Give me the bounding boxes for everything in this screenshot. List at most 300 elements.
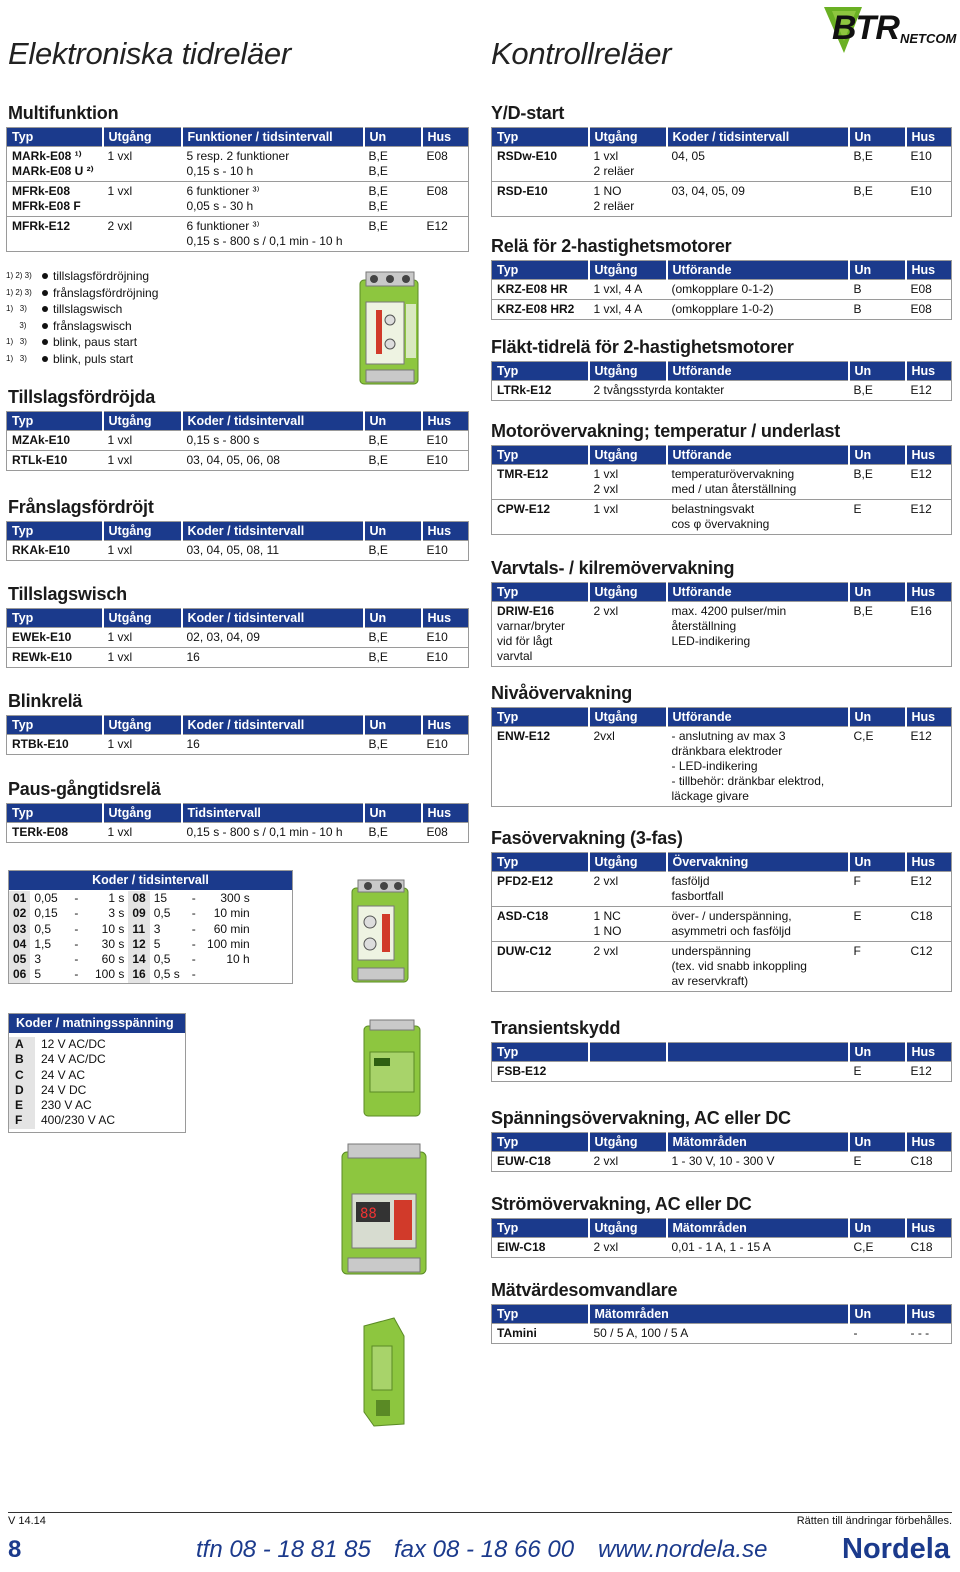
type-cell: RSD-E10 — [492, 182, 589, 217]
column-header: Hus — [906, 1043, 952, 1062]
housing-cell: E12 — [906, 1062, 952, 1082]
output-cell: 1 vxl — [589, 500, 667, 535]
bullet-icon — [42, 273, 48, 279]
column-header: Utgång — [589, 1133, 667, 1152]
table-row — [492, 280, 952, 300]
range-from: 0,5 — [153, 952, 171, 967]
type-cell: MFRk-E12 — [7, 217, 103, 252]
type-cell: TAmini — [492, 1324, 589, 1344]
supply-cell: B,E — [364, 451, 422, 471]
range-dash: - — [191, 891, 196, 905]
table-header-row — [492, 1305, 952, 1324]
output-cell: 1 vxl — [103, 147, 182, 182]
function-cell — [667, 1062, 849, 1082]
type-cell: MZAk-E10 — [7, 431, 103, 451]
table-row — [492, 942, 952, 992]
column-header: Typ — [492, 261, 589, 280]
table-row — [7, 735, 469, 755]
column-header: Un — [849, 261, 906, 280]
column-header: Typ — [7, 716, 103, 735]
time-code-row — [9, 967, 254, 982]
column-header: Typ — [7, 609, 103, 628]
time-codes-header: Koder / tidsintervall — [9, 871, 292, 890]
table-row — [7, 147, 469, 182]
supply-code-value: 12 V AC/DC — [41, 1037, 106, 1051]
range-to: 100 s — [95, 967, 125, 982]
column-header: Utförande — [667, 261, 849, 280]
output-cell: 1 vxl — [103, 823, 182, 843]
supply-code-row — [9, 1068, 121, 1083]
function-cell: 6 funktioner ³⁾ 0,15 s - 800 s / 0,1 min - 10 h — [182, 217, 364, 252]
table-row — [492, 1238, 952, 1258]
fax-number: fax 08 - 18 66 00 — [394, 1536, 575, 1563]
column-header: Un — [849, 583, 906, 602]
table-row — [492, 907, 952, 942]
function-note-item — [6, 301, 158, 318]
supply-cell: B,E — [849, 465, 906, 500]
housing-cell: E12 — [906, 465, 952, 500]
range-dash: - — [74, 967, 79, 982]
supply-code-letter: E — [9, 1098, 35, 1113]
table-header-row — [492, 1133, 952, 1152]
website-link[interactable]: www.nordela.se — [598, 1536, 768, 1563]
type-cell: REWk-E10 — [7, 648, 103, 668]
column-header: Hus — [906, 1133, 952, 1152]
note-text: frånslagswisch — [53, 318, 132, 333]
function-cell: 16 — [182, 735, 364, 755]
supply-cell: B,E — [364, 648, 422, 668]
function-cell: 03, 04, 05, 09 — [667, 182, 849, 217]
column-header: Hus — [422, 804, 469, 823]
type-cell: RTBk-E10 — [7, 735, 103, 755]
section-title-motor: Motorövervakning; temperatur / underlast — [491, 421, 841, 441]
section-title-paus: Paus-gångtidsrelä — [8, 779, 161, 799]
supply-cell: B,E — [364, 217, 422, 252]
housing-cell: C12 — [906, 942, 952, 992]
column-header: Un — [849, 128, 906, 147]
motor-table — [491, 445, 952, 535]
table-row — [492, 465, 952, 500]
range-from: 0,5 — [153, 906, 171, 921]
range-cell: 50 / 5 A, 100 / 5 A — [589, 1324, 849, 1344]
supply-cell: B,E — [849, 147, 906, 182]
relay-product-image-5 — [354, 1316, 414, 1431]
housing-cell: E12 — [906, 381, 952, 401]
type-name: DRIW-E16 — [497, 604, 555, 618]
supply-cell: B,E B,E — [364, 147, 422, 182]
code-number: 14 — [128, 952, 149, 967]
table-header-row — [492, 853, 952, 872]
housing-cell: E08 — [422, 823, 469, 843]
section-title-strom: Strömövervakning, AC eller DC — [491, 1194, 752, 1214]
function-cell: 02, 03, 04, 09 — [182, 628, 364, 648]
output-cell: 2 vxl — [589, 602, 667, 667]
housing-cell: E08 — [422, 182, 469, 217]
function-cell: 16 — [182, 648, 364, 668]
housing-cell: C18 — [906, 1238, 952, 1258]
column-header: Utgång — [103, 522, 182, 541]
housing-cell: C18 — [906, 907, 952, 942]
table-row — [492, 381, 952, 401]
function-cell: temperaturövervakning med / utan återställning — [667, 465, 849, 500]
supply-cell: C,E — [849, 1238, 906, 1258]
column-header: Hus — [906, 446, 952, 465]
table-header-row — [492, 446, 952, 465]
table-row — [7, 823, 469, 843]
type-cell: LTRk-E12 — [492, 381, 589, 401]
function-cell: fasföljd fasbortfall — [667, 872, 849, 907]
output-cell: 1 NC 1 NO — [589, 907, 667, 942]
function-note-item — [6, 334, 158, 351]
page-number: 8 — [8, 1536, 22, 1563]
range-dash: - — [74, 921, 79, 936]
supply-cell: F — [849, 942, 906, 992]
code-number: 02 — [9, 906, 30, 921]
supply-cell: E — [849, 907, 906, 942]
column-header: Utgång — [589, 708, 667, 727]
column-header: Utgång — [103, 716, 182, 735]
column-header: Un — [849, 362, 906, 381]
note-footnote-refs: 1) 2) 3) — [6, 287, 32, 297]
column-header: Un — [849, 1133, 906, 1152]
section-title-fas: Fasövervakning (3-fas) — [491, 828, 683, 848]
table-row — [7, 628, 469, 648]
range-from: 5 — [153, 936, 161, 951]
column-header: Typ — [7, 804, 103, 823]
bullet-icon — [42, 306, 48, 312]
column-header: Typ — [7, 128, 103, 147]
transient-table — [491, 1042, 952, 1082]
output-cell: 1 vxl, 4 A — [589, 300, 667, 320]
blink-table — [6, 715, 469, 755]
column-header: Typ — [492, 128, 589, 147]
output-cell: 1 vxl 2 vxl — [589, 465, 667, 500]
section-title-tillslag: Tillslagsfördröjda — [8, 387, 156, 407]
function-cell: över- / underspänning, asymmetri och fasföljd — [667, 907, 849, 942]
supply-cell: B,E — [364, 628, 422, 648]
logo-brand-text: BTR — [832, 9, 899, 47]
footer-divider — [8, 1512, 952, 1513]
range-from: 3 — [153, 921, 161, 936]
function-cell: 03, 04, 05, 06, 08 — [182, 451, 364, 471]
wisch-table — [6, 608, 469, 668]
function-cell: 04, 05 — [667, 147, 849, 182]
time-codes-table — [8, 870, 293, 984]
output-cell: 2 vxl — [589, 942, 667, 992]
housing-cell: E10 — [422, 451, 469, 471]
type-cell: KRZ-E08 HR2 — [492, 300, 589, 320]
table-header-row — [492, 261, 952, 280]
range-from: 0,05 — [34, 891, 58, 905]
column-header: Hus — [906, 261, 952, 280]
table-header-row — [492, 128, 952, 147]
function-note-item — [6, 285, 158, 302]
housing-cell: E12 — [906, 500, 952, 535]
output-cell: 1 vxl — [103, 431, 182, 451]
function-cell: belastningsvakt cos φ övervakning — [667, 500, 849, 535]
supply-cell: B — [849, 280, 906, 300]
output-cell: 1 vxl — [103, 628, 182, 648]
function-cell: 6 funktioner ³⁾ 0,05 s - 30 h — [182, 182, 364, 217]
column-header: Hus — [422, 522, 469, 541]
supply-code-value: 230 V AC — [41, 1098, 92, 1113]
column-header: Un — [364, 804, 422, 823]
range-dash: - — [191, 906, 196, 921]
column-header — [667, 1043, 849, 1062]
supply-code-letter: F — [9, 1113, 35, 1128]
column-header: Hus — [906, 708, 952, 727]
housing-cell: E10 — [906, 182, 952, 217]
function-note-item — [6, 268, 158, 285]
range-dash: - — [191, 952, 196, 967]
relay-product-image-3 — [358, 1018, 428, 1121]
spanning-table — [491, 1132, 952, 1172]
table-row — [492, 872, 952, 907]
section-title-blink: Blinkrelä — [8, 691, 83, 711]
column-header: Typ — [492, 708, 589, 727]
note-footnote-refs: 1) 2) 3) — [6, 271, 32, 280]
column-header: Un — [849, 1219, 906, 1238]
table-header-row — [492, 362, 952, 381]
bullet-icon — [42, 339, 48, 345]
type-cell: TMR-E12 — [492, 465, 589, 500]
type-cell: ASD-C18 — [492, 907, 589, 942]
version-label: V 14.14 — [8, 1515, 46, 1527]
column-header — [589, 1043, 667, 1062]
supply-cell: B,E — [364, 735, 422, 755]
table-header-row — [7, 412, 469, 431]
housing-cell: E08 — [422, 147, 469, 182]
column-header: Typ — [492, 1133, 589, 1152]
type-cell: EUW-C18 — [492, 1152, 589, 1172]
column-header: Hus — [422, 716, 469, 735]
code-number: 11 — [128, 922, 149, 937]
column-header: Hus — [422, 609, 469, 628]
column-header: Utförande — [667, 362, 849, 381]
table-row — [7, 431, 469, 451]
column-header: Utgång — [589, 583, 667, 602]
code-number: 16 — [128, 967, 149, 982]
column-header: Utgång — [589, 128, 667, 147]
section-title-franslag: Frånslagsfördröjt — [8, 497, 154, 517]
flakt-table — [491, 361, 952, 401]
column-header: Un — [364, 412, 422, 431]
output-cell: 1 vxl — [103, 451, 182, 471]
column-header: Koder / tidsintervall — [182, 412, 364, 431]
function-note-item — [6, 351, 158, 368]
column-header: Hus — [906, 362, 952, 381]
relay-product-image-1 — [356, 270, 428, 391]
supply-code-letter: D — [9, 1083, 35, 1098]
section-title-spanning: Spänningsövervakning, AC eller DC — [491, 1108, 791, 1128]
range-to: 300 s — [220, 891, 250, 905]
range-dash: - — [191, 967, 196, 982]
column-header: Typ — [492, 1219, 589, 1238]
type-cell — [492, 602, 589, 667]
type-cell: RKAk-E10 — [7, 541, 103, 561]
varvtal-table — [491, 582, 952, 667]
supply-code-value: 24 V AC/DC — [41, 1052, 106, 1067]
type-cell: KRZ-E08 HR — [492, 280, 589, 300]
housing-cell: E10 — [422, 628, 469, 648]
range-dash: - — [191, 921, 196, 936]
column-header: Hus — [906, 1219, 952, 1238]
section-title-varvtal: Varvtals- / kilremövervakning — [491, 558, 735, 578]
range-dash: - — [74, 891, 79, 905]
column-header: Utgång — [103, 128, 182, 147]
right-page-title: Kontrollreläer — [491, 36, 672, 71]
function-cell: 5 resp. 2 funktioner 0,15 s - 10 h — [182, 147, 364, 182]
output-cell: 2vxl — [589, 727, 667, 807]
column-header: Hus — [906, 1305, 952, 1324]
section-title-wisch: Tillslagswisch — [8, 584, 127, 604]
supply-cell: F — [849, 872, 906, 907]
section-title-multifunktion: Multifunktion — [8, 103, 119, 123]
bullet-icon — [42, 290, 48, 296]
column-header: Typ — [492, 1305, 589, 1324]
supply-codes-header: Koder / matningsspänning — [9, 1014, 185, 1033]
supply-cell: E — [849, 1152, 906, 1172]
column-header: Typ — [492, 362, 589, 381]
supply-code-letter: C — [9, 1068, 35, 1083]
table-row — [492, 1152, 952, 1172]
range-to: 10 h — [226, 952, 250, 967]
time-code-row — [9, 922, 254, 937]
supply-code-value: 24 V DC — [41, 1082, 87, 1097]
time-code-row — [9, 906, 254, 921]
supply-cell: - — [849, 1324, 906, 1344]
range-to: 60 s — [101, 952, 125, 967]
table-row — [492, 1324, 952, 1344]
type-cell: FSB-E12 — [492, 1062, 589, 1082]
housing-cell: E16 — [906, 602, 952, 667]
column-header: Koder / tidsintervall — [182, 609, 364, 628]
table-row — [492, 182, 952, 217]
supply-cell: B,E — [364, 823, 422, 843]
multifunktion-table — [6, 127, 469, 252]
code-number: 01 — [9, 891, 30, 906]
hast-table — [491, 260, 952, 320]
column-header: Funktioner / tidsintervall — [182, 128, 364, 147]
code-number: 06 — [9, 967, 30, 982]
column-header: Un — [849, 1305, 906, 1324]
type-cell: PFD2-E12 — [492, 872, 589, 907]
range-from: 0,15 — [34, 906, 58, 921]
note-text: frånslagsfördröjning — [53, 285, 159, 300]
range-dash: - — [74, 952, 79, 967]
btr-netcom-logo — [822, 5, 957, 57]
code-number: 09 — [128, 906, 149, 921]
code-number: 04 — [9, 937, 30, 952]
range-dash: - — [191, 936, 196, 951]
output-cell: 2 vxl — [589, 1238, 667, 1258]
supply-cell: B,E — [849, 602, 906, 667]
function-notes — [6, 268, 158, 367]
supply-codes-table — [8, 1013, 186, 1133]
column-header: Un — [849, 853, 906, 872]
range-dash: - — [74, 906, 79, 921]
note-text: tillslagswisch — [53, 302, 123, 316]
column-header: Koder / tidsintervall — [182, 716, 364, 735]
housing-cell: E12 — [906, 872, 952, 907]
matvarde-table — [491, 1304, 952, 1344]
phone-number: tfn 08 - 18 81 85 — [196, 1536, 371, 1563]
output-cell: 1 vxl — [103, 735, 182, 755]
table-header-row — [7, 128, 469, 147]
type-cell: RTLk-E10 — [7, 451, 103, 471]
table-row — [492, 500, 952, 535]
column-header: Hus — [422, 412, 469, 431]
section-title-flakt: Fläkt-tidrelä för 2-hastighetsmotorer — [491, 337, 794, 357]
table-row — [7, 451, 469, 471]
output-cell: 1 vxl, 4 A — [589, 280, 667, 300]
section-title-yd: Y/D-start — [491, 103, 565, 123]
column-header: Mätområden — [589, 1305, 849, 1324]
fas-table — [491, 852, 952, 992]
bullet-icon — [42, 356, 48, 362]
note-text: blink, puls start — [53, 351, 134, 366]
supply-code-row — [9, 1037, 121, 1052]
output-cell: 2 tvångsstyrda kontakter — [589, 381, 849, 401]
column-header: Hus — [422, 128, 469, 147]
note-footnote-refs: 1) 3) — [6, 304, 27, 313]
supply-code-letter: A — [9, 1037, 35, 1052]
range-to: 10 min — [213, 906, 250, 921]
column-header: Mätområden — [667, 1219, 849, 1238]
supply-cell: E — [849, 1062, 906, 1082]
supply-code-letter: B — [9, 1052, 35, 1067]
output-cell: 2 vxl — [589, 1152, 667, 1172]
table-header-row — [492, 1219, 952, 1238]
range-from: 15 — [153, 891, 168, 905]
column-header: Utförande — [667, 446, 849, 465]
disclaimer-text: Rätten till ändringar förbehålles. — [796, 1515, 952, 1527]
note-text: tillslagsfördröjning — [53, 269, 150, 283]
time-code-row — [9, 937, 254, 952]
column-header: Hus — [906, 853, 952, 872]
note-text: blink, paus start — [53, 335, 138, 349]
output-cell: 1 vxl — [103, 182, 182, 217]
supply-code-row — [9, 1052, 121, 1067]
column-header: Övervakning — [667, 853, 849, 872]
column-header: Utgång — [103, 804, 182, 823]
type-cell: EWEk-E10 — [7, 628, 103, 648]
housing-cell: E10 — [422, 431, 469, 451]
supply-cell: C,E — [849, 727, 906, 807]
supply-cell: B,E — [849, 182, 906, 217]
column-header: Typ — [492, 1043, 589, 1062]
output-cell: 2 vxl — [589, 872, 667, 907]
housing-cell: E12 — [422, 217, 469, 252]
column-header: Koder / tidsintervall — [182, 522, 364, 541]
supply-cell: B,E B,E — [364, 182, 422, 217]
column-header: Utförande — [667, 708, 849, 727]
code-number: 03 — [9, 922, 30, 937]
note-footnote-refs: 3) — [6, 320, 27, 330]
function-cell: underspänning (tex. vid snabb inkoppling av reservkraft) — [667, 942, 849, 992]
output-cell: 1 NO 2 reläer — [589, 182, 667, 217]
table-row — [492, 300, 952, 320]
supply-code-row — [9, 1098, 121, 1113]
franslag-table — [6, 521, 469, 561]
output-cell: 2 vxl — [103, 217, 182, 252]
range-to: 3 s — [108, 906, 125, 921]
housing-cell: E10 — [422, 735, 469, 755]
supply-code-value: 24 V AC — [41, 1067, 86, 1082]
nordela-brand: Nordela — [842, 1533, 950, 1565]
column-header: Typ — [7, 412, 103, 431]
range-dash: - — [74, 936, 79, 951]
